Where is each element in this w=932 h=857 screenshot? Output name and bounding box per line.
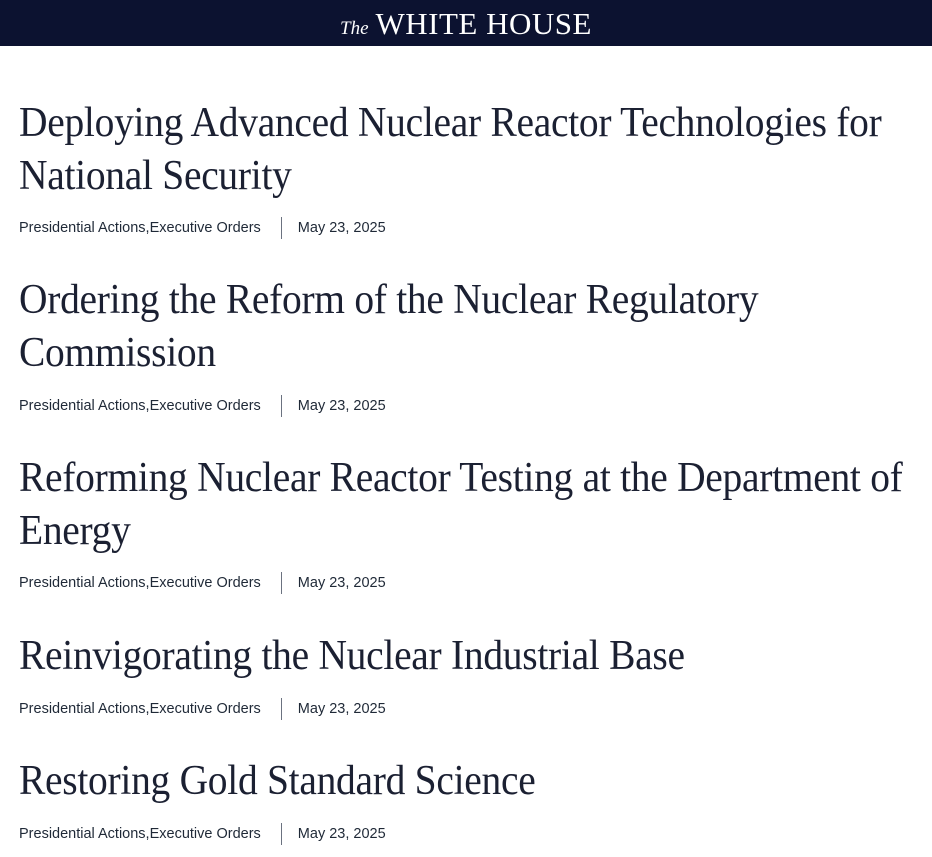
- article-title-line: Reinvigorating the Nuclear Industrial Base: [19, 633, 685, 679]
- category-link-presidential-actions[interactable]: Presidential Actions: [19, 826, 146, 842]
- article-meta: [19, 572, 386, 594]
- category-link-executive-orders[interactable]: Executive Orders: [149, 220, 261, 236]
- article-title-link[interactable]: [19, 755, 865, 808]
- article-date: May 23, 2025: [297, 826, 386, 842]
- category-comma: ,: [145, 826, 150, 842]
- category-link-executive-orders[interactable]: Executive Orders: [149, 826, 261, 842]
- article-title-link[interactable]: [19, 452, 903, 558]
- article-title-line: National Security: [19, 153, 292, 199]
- meta-divider: [281, 823, 282, 845]
- article-item: [19, 630, 919, 717]
- category-comma: ,: [145, 575, 150, 591]
- article-meta: [19, 823, 386, 845]
- article-title-link[interactable]: [19, 97, 882, 203]
- meta-divider: [281, 217, 282, 239]
- meta-divider: [281, 395, 282, 417]
- logo-the-text: The: [340, 17, 369, 39]
- article-title-line: Ordering the Reform of the Nuclear Regulatory: [19, 277, 759, 323]
- category-link-executive-orders[interactable]: Executive Orders: [149, 701, 261, 717]
- category-link-executive-orders[interactable]: Executive Orders: [149, 575, 261, 591]
- article-item: [19, 97, 919, 236]
- category-link-executive-orders[interactable]: Executive Orders: [149, 398, 261, 414]
- article-title-line: Commission: [19, 330, 216, 376]
- category-link-presidential-actions[interactable]: Presidential Actions: [19, 575, 146, 591]
- article-date: May 23, 2025: [297, 575, 386, 591]
- article-meta: [19, 217, 386, 239]
- white-house-logo[interactable]: [340, 5, 592, 41]
- article-item: [19, 452, 919, 591]
- article-title-line: Deploying Advanced Nuclear Reactor Technologies for: [19, 100, 882, 146]
- article-title-line: Energy: [19, 508, 131, 554]
- category-link-presidential-actions[interactable]: Presidential Actions: [19, 398, 146, 414]
- article-title-line: Reforming Nuclear Reactor Testing at the Department of: [19, 455, 903, 501]
- category-comma: ,: [145, 701, 150, 717]
- site-header: [0, 0, 932, 46]
- article-date: May 23, 2025: [297, 398, 386, 414]
- article-meta: [19, 395, 386, 417]
- category-comma: ,: [145, 220, 150, 236]
- article-date: May 23, 2025: [297, 701, 386, 717]
- category-comma: ,: [145, 398, 150, 414]
- article-title-link[interactable]: [19, 274, 865, 380]
- meta-divider: [281, 572, 282, 594]
- article-date: May 23, 2025: [297, 220, 386, 236]
- logo-main-text: WHITE HOUSE: [375, 5, 592, 41]
- article-meta: [19, 698, 386, 720]
- category-link-presidential-actions[interactable]: Presidential Actions: [19, 220, 146, 236]
- article-item: [19, 274, 919, 414]
- article-title-line: Restoring Gold Standard Science: [19, 758, 536, 804]
- category-link-presidential-actions[interactable]: Presidential Actions: [19, 701, 146, 717]
- article-title-link[interactable]: [19, 630, 865, 683]
- meta-divider: [281, 698, 282, 720]
- article-item: [19, 755, 919, 842]
